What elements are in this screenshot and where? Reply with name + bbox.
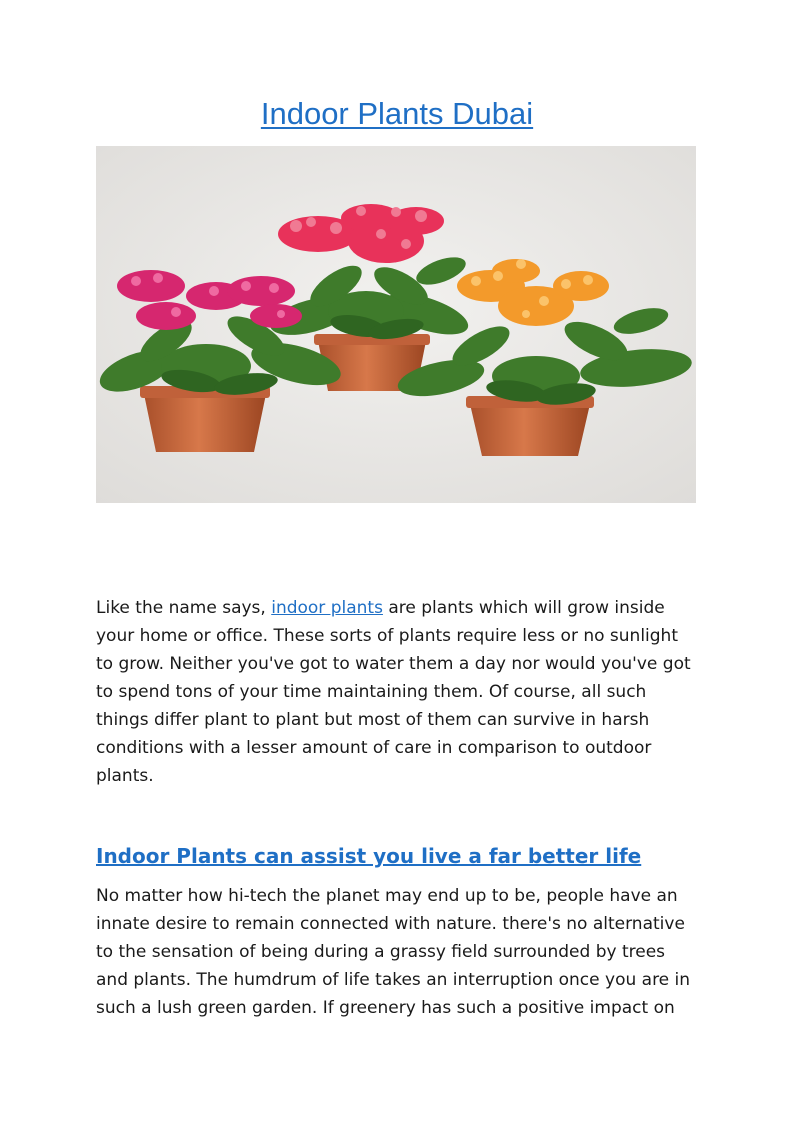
- page-title-link[interactable]: Indoor Plants Dubai: [260, 96, 534, 131]
- intro-text-after-link: are plants which will grow inside your home or office. These sorts of plants require less or no sunlight to grow. Neither you've got to water them a day nor would you've got to spend tons of your time maintaining them. Of course, all such things differ plant to plant but most of them can survive in harsh conditions with a lesser amount of care in comparison to outdoor plants.: [96, 598, 691, 786]
- page-title: [0, 94, 794, 134]
- pot-orange: [470, 404, 590, 456]
- section-paragraph: No matter how hi-tech the planet may end up to be, people have an innate desire to remain connected with nature. there's no alternative to the sensation of being during a grassy field surrounded by trees and plants. The humdrum of life takes an interruption once you are in such a lush green garden. If greenery has such a positive impact on: [96, 886, 691, 1018]
- hero-image: [96, 146, 696, 503]
- intro-text-before-link: Like the name says,: [96, 598, 272, 618]
- section-heading: [96, 841, 700, 871]
- intro-paragraph: [96, 594, 700, 790]
- indoor-plants-link[interactable]: indoor plants: [271, 598, 383, 618]
- pot-pink: [144, 394, 266, 452]
- section-heading-link[interactable]: Indoor Plants can assist you live a far better life: [96, 844, 642, 868]
